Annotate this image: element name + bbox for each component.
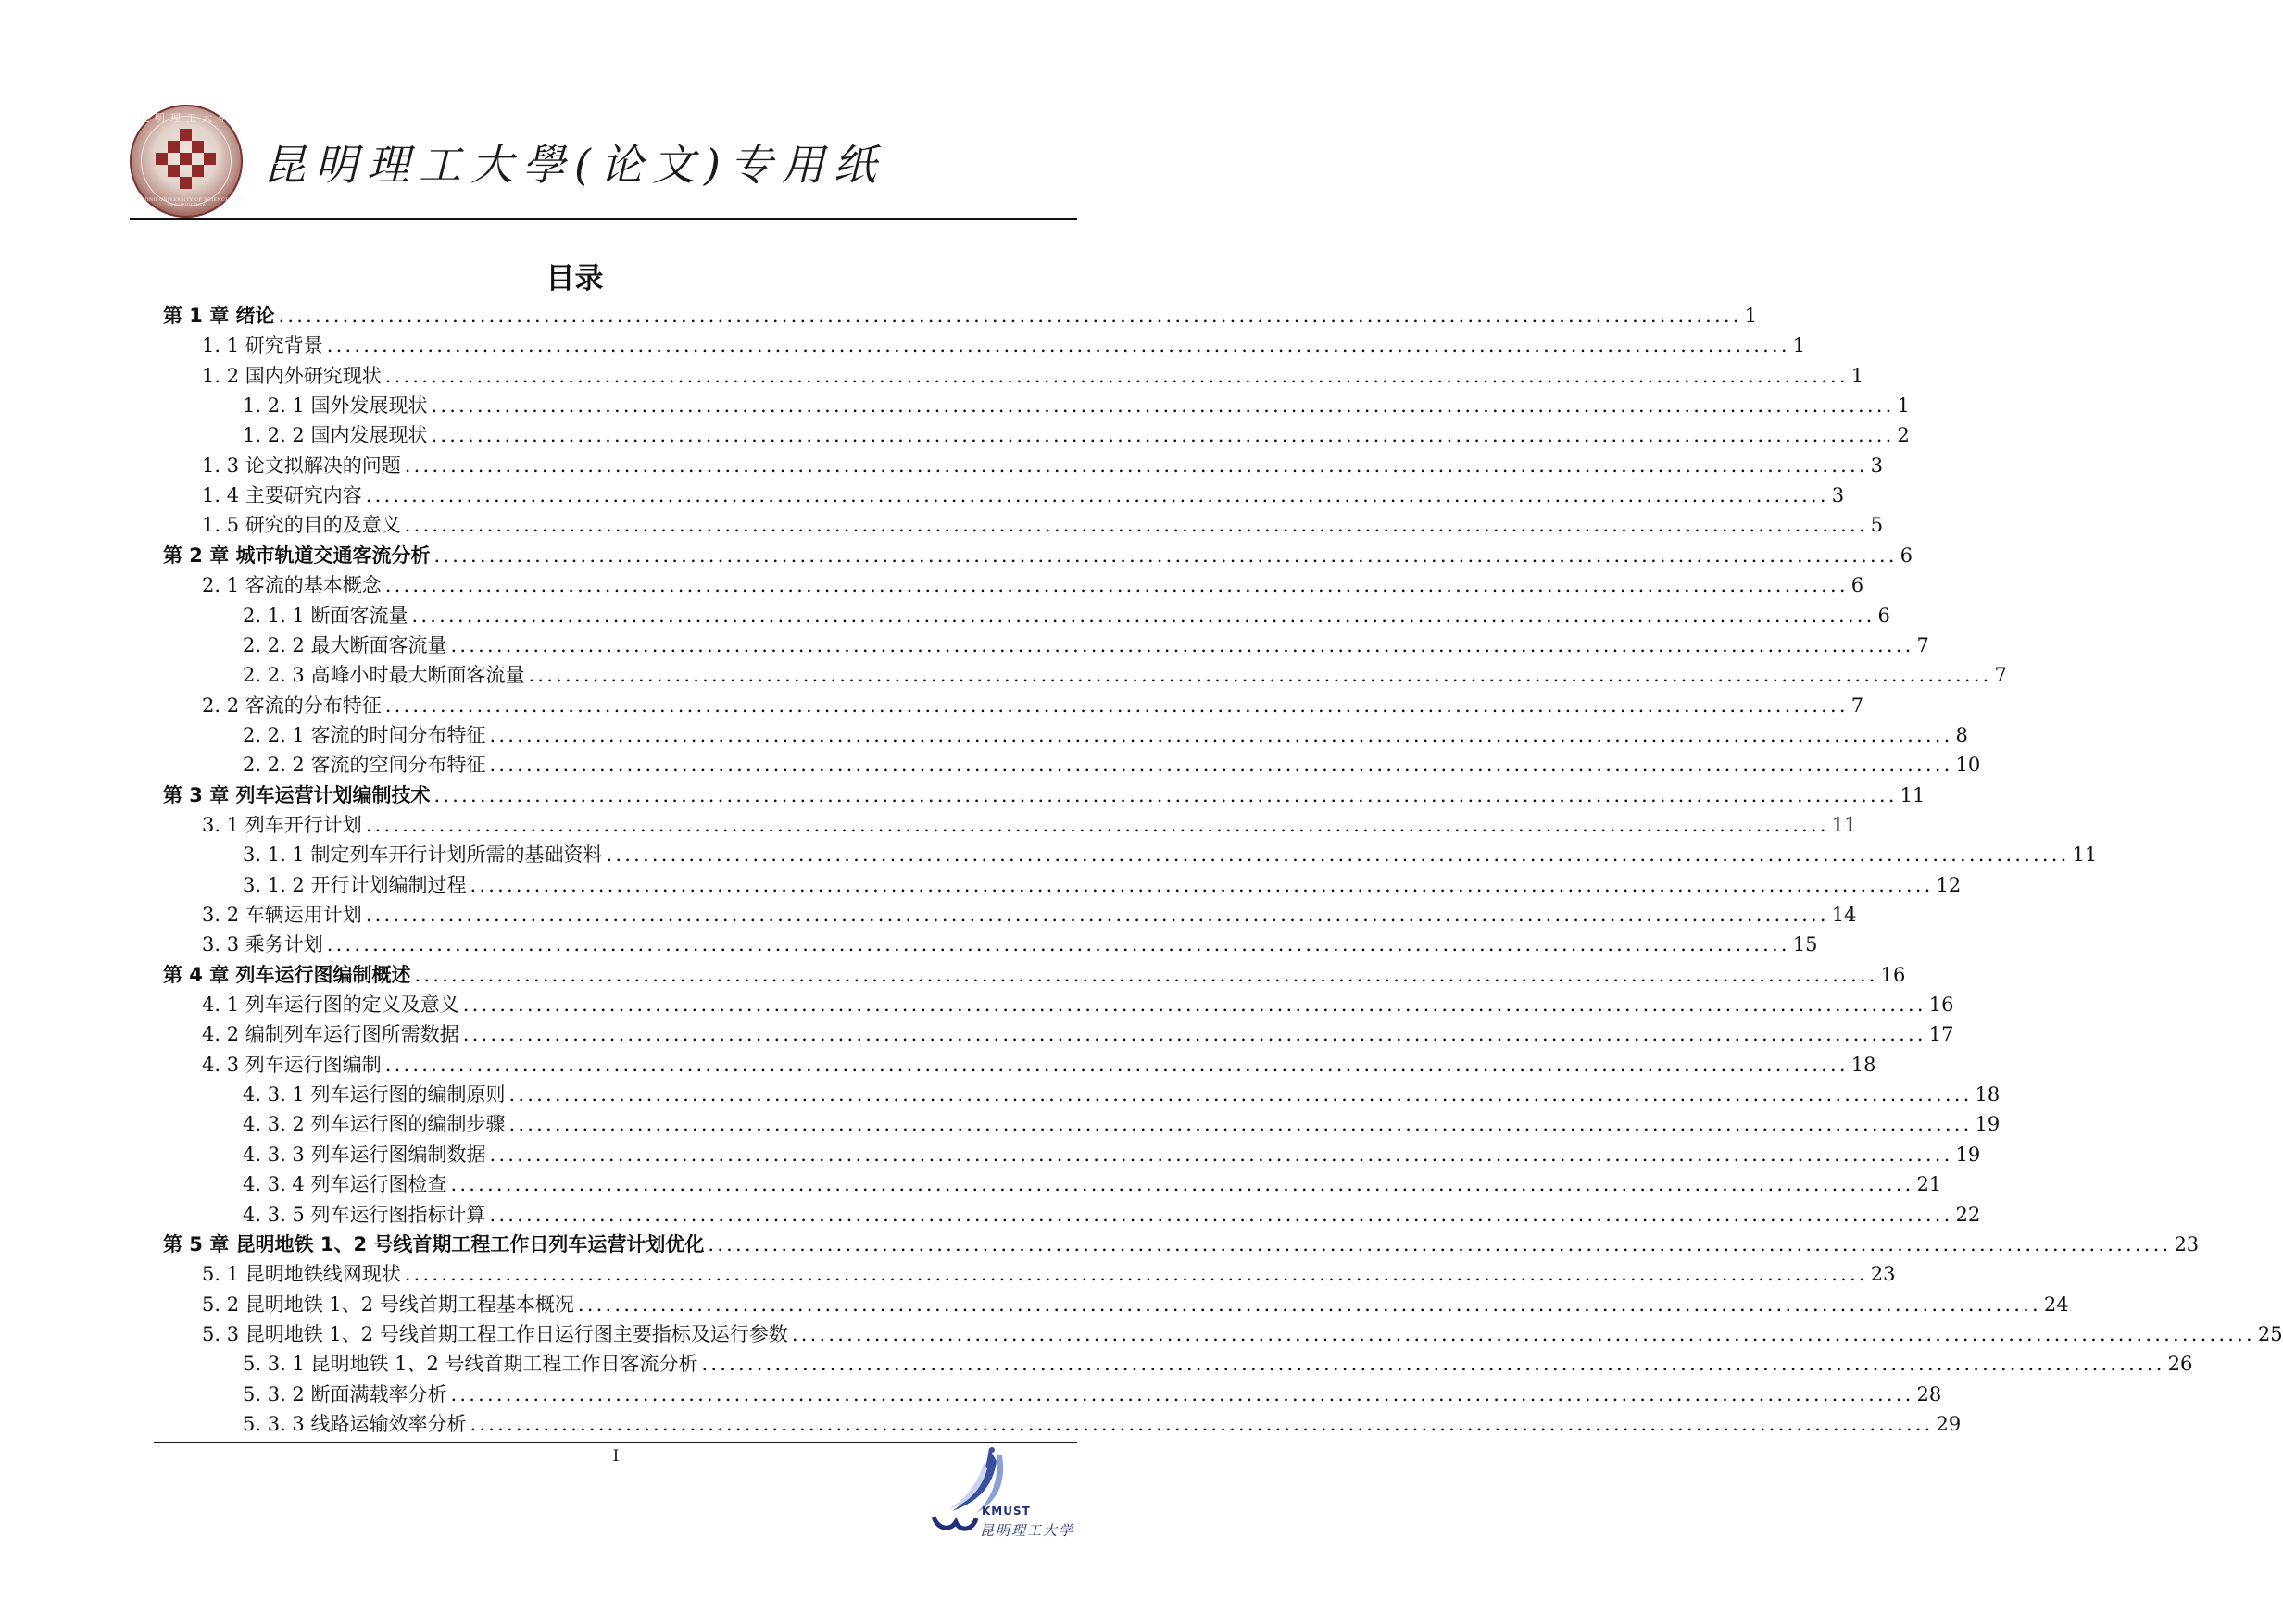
toc-entry-label: 1. 2 国内外研究现状 xyxy=(202,364,382,387)
toc-entry[interactable] xyxy=(202,692,1864,719)
toc-entry-label: 4. 3. 3 列车运行图编制数据 xyxy=(243,1143,486,1166)
toc-entry-page: 14 xyxy=(1831,904,1857,926)
toc-entry-label: 5. 3. 3 线路运输效率分析 xyxy=(243,1412,467,1435)
toc-entry[interactable] xyxy=(202,1051,1876,1079)
toc-leader-dots: ................................................................................................................................................................ xyxy=(508,1083,1973,1106)
toc-entry-page: 21 xyxy=(1916,1173,1942,1196)
toc-entry-label: 1. 4 主要研究内容 xyxy=(202,484,362,507)
toc-title: 目录 xyxy=(546,262,604,295)
toc-entry[interactable] xyxy=(243,1141,1981,1168)
toc-leader-dots: ................................................................................................................................................................ xyxy=(431,394,1895,418)
toc-entry-label: 第 5 章 昆明地铁 1、2 号线首期工程工作日列车运营计划优化 xyxy=(163,1232,705,1255)
toc-entry[interactable] xyxy=(243,392,1910,419)
toc-leader-dots: ................................................................................................................................................................ xyxy=(414,963,1878,986)
toc-leader-dots: ................................................................................................................................................................ xyxy=(278,305,1742,327)
toc-leader-dots: ................................................................................................................................................................ xyxy=(470,873,1934,896)
toc-leader-dots: ................................................................................................................................................................ xyxy=(708,1232,2172,1255)
header-title: 昆明理工大學(论文)专用纸 xyxy=(263,140,885,190)
toc-entry[interactable] xyxy=(243,841,2098,868)
toc-leader-dots: ................................................................................................................................................................ xyxy=(528,664,1992,687)
toc-entry-page: 26 xyxy=(2167,1353,2193,1376)
toc-leader-dots: ................................................................................................................................................................ xyxy=(450,1173,1914,1196)
toc-entry-page: 28 xyxy=(1916,1382,1942,1405)
toc-entry-page: 1 xyxy=(1897,394,1910,418)
toc-entry[interactable] xyxy=(202,931,1818,958)
toc-entry[interactable] xyxy=(243,1380,1942,1408)
toc-entry[interactable] xyxy=(202,901,1857,929)
toc-leader-dots: ................................................................................................................................................................ xyxy=(508,1113,1973,1136)
toc-entry-page: 1 xyxy=(1850,364,1864,387)
toc-entry-page: 29 xyxy=(1936,1412,1962,1435)
toc-entry-label: 4. 3. 1 列车运行图的编制原则 xyxy=(243,1083,506,1106)
toc-leader-dots: ................................................................................................................................................................ xyxy=(404,454,1868,477)
toc-entry-page: 10 xyxy=(1955,754,1981,777)
toc-entry[interactable] xyxy=(202,1260,1896,1288)
toc-leader-dots: ................................................................................................................................................................ xyxy=(489,1203,1953,1226)
toc-entry-label: 3. 3 乘务计划 xyxy=(202,933,323,956)
toc-leader-dots: ................................................................................................................................................................ xyxy=(431,424,1895,447)
toc-entry-page: 24 xyxy=(2043,1293,2069,1316)
toc-leader-dots: ................................................................................................................................................................ xyxy=(384,1053,1849,1076)
toc-entry-label: 5. 3 昆明地铁 1、2 号线首期工程工作日运行图主要指标及运行参数 xyxy=(202,1322,788,1345)
toc-entry-label: 5. 2 昆明地铁 1、2 号线首期工程基本概况 xyxy=(202,1293,574,1316)
toc-leader-dots: ................................................................................................................................................................ xyxy=(462,993,1926,1017)
toc-entry[interactable] xyxy=(243,631,1929,659)
toc-entry[interactable] xyxy=(202,991,1954,1018)
toc-entry-page: 18 xyxy=(1850,1053,1876,1076)
toc-entry-page: 11 xyxy=(1900,783,1925,806)
seal-text-bottom: KUNMING UNIVERSITY OF SCIENCE AND TECHNOLOGY xyxy=(130,197,243,208)
toc-entry-page: 7 xyxy=(1916,633,1929,656)
toc-leader-dots: ................................................................................................................................................................ xyxy=(365,484,1829,507)
toc-entry-page: 6 xyxy=(1900,543,1913,567)
toc-entry-label: 第 1 章 绪论 xyxy=(163,305,275,327)
toc-leader-dots: ................................................................................................................................................................ xyxy=(489,723,1953,746)
toc-entry[interactable] xyxy=(202,1320,2283,1348)
toc-entry[interactable] xyxy=(243,721,1968,749)
toc-entry[interactable] xyxy=(202,511,1884,539)
toc-entry-page: 23 xyxy=(1870,1263,1896,1286)
toc-entry-page: 17 xyxy=(1928,1023,1954,1046)
toc-entry-label: 3. 1. 2 开行计划编制过程 xyxy=(243,873,467,896)
toc-entry-label: 2. 2. 3 高峰小时最大断面客流量 xyxy=(243,664,525,687)
toc-entry[interactable] xyxy=(243,602,1890,630)
toc-entry-label: 1. 3 论文拟解决的问题 xyxy=(202,454,401,477)
toc-entry-label: 5. 3. 1 昆明地铁 1、2 号线首期工程工作日客流分析 xyxy=(243,1353,698,1376)
toc-entry-label: 3. 1 列车开行计划 xyxy=(202,813,362,836)
toc-entry[interactable] xyxy=(243,1110,2001,1138)
kmust-logo-text: KMUST xyxy=(982,1505,1031,1518)
toc-entry[interactable] xyxy=(202,1020,1954,1048)
toc-entry[interactable] xyxy=(243,1081,2001,1108)
page-number: I xyxy=(612,1447,620,1466)
toc-entry-page: 22 xyxy=(1955,1203,1981,1226)
toc-entry-page: 23 xyxy=(2174,1232,2200,1255)
university-seal-logo xyxy=(130,105,243,218)
toc-entry[interactable] xyxy=(202,571,1864,599)
toc-entry-page: 12 xyxy=(1936,873,1962,896)
toc-entry-page: 2 xyxy=(1897,424,1910,447)
toc-entry-label: 4. 3 列车运行图编制 xyxy=(202,1053,382,1076)
toc-leader-dots: ................................................................................................................................................................ xyxy=(433,783,1898,806)
toc-entry-page: 7 xyxy=(1994,664,2007,687)
toc-entry-label: 3. 1. 1 制定列车开行计划所需的基础资料 xyxy=(243,843,603,867)
toc-entry-page: 15 xyxy=(1792,933,1818,956)
toc-entry-page: 1 xyxy=(1792,334,1806,357)
toc-entry-label: 第 4 章 列车运行图编制概述 xyxy=(163,963,411,986)
toc-entry-label: 4. 2 编制列车运行图所需数据 xyxy=(202,1023,459,1046)
toc-entry-page: 8 xyxy=(1955,723,1968,746)
toc-entry-label: 第 3 章 列车运营计划编制技术 xyxy=(163,783,431,806)
seal-text-top: 昆明理工大學 xyxy=(139,112,233,124)
toc-leader-dots: ................................................................................................................................................................ xyxy=(365,904,1829,926)
toc-entry-label: 3. 2 车辆运用计划 xyxy=(202,904,362,926)
toc-entry[interactable] xyxy=(243,1170,1942,1198)
toc-leader-dots: ................................................................................................................................................................ xyxy=(701,1353,2165,1376)
toc-entry-page: 11 xyxy=(2072,843,2098,867)
toc-entry-page: 6 xyxy=(1877,604,1890,627)
toc-entry[interactable] xyxy=(243,421,1910,449)
toc-leader-dots: ................................................................................................................................................................ xyxy=(450,1382,1914,1405)
toc-leader-dots: ................................................................................................................................................................ xyxy=(326,334,1790,357)
toc-entry[interactable] xyxy=(202,811,1857,839)
toc-entry-label: 5. 1 昆明地铁线网现状 xyxy=(202,1263,401,1286)
toc-leader-dots: ................................................................................................................................................................ xyxy=(404,1263,1868,1286)
toc-leader-dots: ................................................................................................................................................................ xyxy=(470,1412,1934,1435)
kmust-logo-cn: 昆明理工大学 xyxy=(980,1522,1075,1539)
toc-entry-page: 19 xyxy=(1975,1113,2001,1136)
toc-entry-label: 4. 1 列车运行图的定义及意义 xyxy=(202,993,459,1017)
toc-entry-page: 1 xyxy=(1744,305,1757,327)
toc-entry-label: 1. 2. 1 国外发展现状 xyxy=(243,394,428,418)
toc-leader-dots: ................................................................................................................................................................ xyxy=(384,693,1849,717)
toc-entry-page: 18 xyxy=(1975,1083,2001,1106)
toc-entry-label: 2. 2. 2 客流的空间分布特征 xyxy=(243,754,486,777)
toc-entry-label: 1. 2. 2 国内发展现状 xyxy=(243,424,428,447)
toc-entry[interactable] xyxy=(243,1350,2193,1378)
toc-entry-label: 4. 3. 2 列车运行图的编制步骤 xyxy=(243,1113,506,1136)
toc-entry-page: 19 xyxy=(1955,1143,1981,1166)
header-divider xyxy=(130,218,1077,220)
toc-entry[interactable] xyxy=(243,751,1981,779)
toc-entry[interactable] xyxy=(163,302,1757,330)
toc-entry-label: 4. 3. 5 列车运行图指标计算 xyxy=(243,1203,486,1226)
toc-entry-page: 3 xyxy=(1870,454,1884,477)
toc-leader-dots: ................................................................................................................................................................ xyxy=(791,1322,2255,1345)
toc-leader-dots: ................................................................................................................................................................ xyxy=(577,1293,2041,1316)
toc-entry-label: 1. 5 研究的目的及意义 xyxy=(202,514,401,537)
toc-entry[interactable] xyxy=(243,871,1962,899)
toc-leader-dots: ................................................................................................................................................................ xyxy=(411,604,1875,627)
toc-entry[interactable] xyxy=(202,362,1864,390)
toc-entry[interactable] xyxy=(202,331,1806,359)
toc-entry-page: 16 xyxy=(1880,963,1906,986)
footer-divider xyxy=(154,1442,1077,1443)
toc-entry-page: 16 xyxy=(1928,993,1954,1017)
toc-entry-label: 2. 1 客流的基本概念 xyxy=(202,574,382,597)
toc-entry-label: 1. 1 研究背景 xyxy=(202,334,323,357)
toc-entry[interactable] xyxy=(243,1410,1962,1438)
toc-entry[interactable] xyxy=(243,661,2007,689)
toc-entry[interactable] xyxy=(163,542,1913,569)
toc-leader-dots: ................................................................................................................................................................ xyxy=(365,813,1829,836)
toc-entry-page: 6 xyxy=(1850,574,1864,597)
toc-entry[interactable] xyxy=(163,961,1906,989)
toc-leader-dots: ................................................................................................................................................................ xyxy=(384,574,1849,597)
toc-entry-page: 7 xyxy=(1850,693,1864,717)
toc-entry-label: 2. 2. 1 客流的时间分布特征 xyxy=(243,723,486,746)
toc-entry[interactable] xyxy=(163,781,1925,809)
toc-entry[interactable] xyxy=(202,481,1845,509)
toc-entry-label: 2. 1. 1 断面客流量 xyxy=(243,604,408,627)
toc-entry-label: 第 2 章 城市轨道交通客流分析 xyxy=(163,543,431,567)
toc-entry-label: 2. 2. 2 最大断面客流量 xyxy=(243,633,447,656)
toc-entry[interactable] xyxy=(243,1201,1981,1229)
toc-entry[interactable] xyxy=(163,1230,2200,1258)
toc-entry[interactable] xyxy=(202,452,1884,480)
toc-entry-label: 2. 2 客流的分布特征 xyxy=(202,693,382,717)
toc-entry-label: 4. 3. 4 列车运行图检查 xyxy=(243,1173,447,1196)
toc-leader-dots: ................................................................................................................................................................ xyxy=(326,933,1790,956)
toc-leader-dots: ................................................................................................................................................................ xyxy=(462,1023,1926,1046)
toc-entry-page: 25 xyxy=(2257,1322,2283,1345)
toc-entry-page: 3 xyxy=(1831,484,1845,507)
toc-entry[interactable] xyxy=(202,1291,2069,1318)
toc-entry-page: 5 xyxy=(1870,514,1884,537)
toc-leader-dots: ................................................................................................................................................................ xyxy=(606,843,2070,867)
toc-leader-dots: ................................................................................................................................................................ xyxy=(404,514,1868,537)
toc-entry-page: 11 xyxy=(1831,813,1857,836)
toc-leader-dots: ................................................................................................................................................................ xyxy=(489,1143,1953,1166)
toc-entry-label: 5. 3. 2 断面满载率分析 xyxy=(243,1382,447,1405)
toc-leader-dots: ................................................................................................................................................................ xyxy=(450,633,1914,656)
toc-leader-dots: ................................................................................................................................................................ xyxy=(433,543,1898,567)
toc-leader-dots: ................................................................................................................................................................ xyxy=(489,754,1953,777)
toc-leader-dots: ................................................................................................................................................................ xyxy=(384,364,1849,387)
